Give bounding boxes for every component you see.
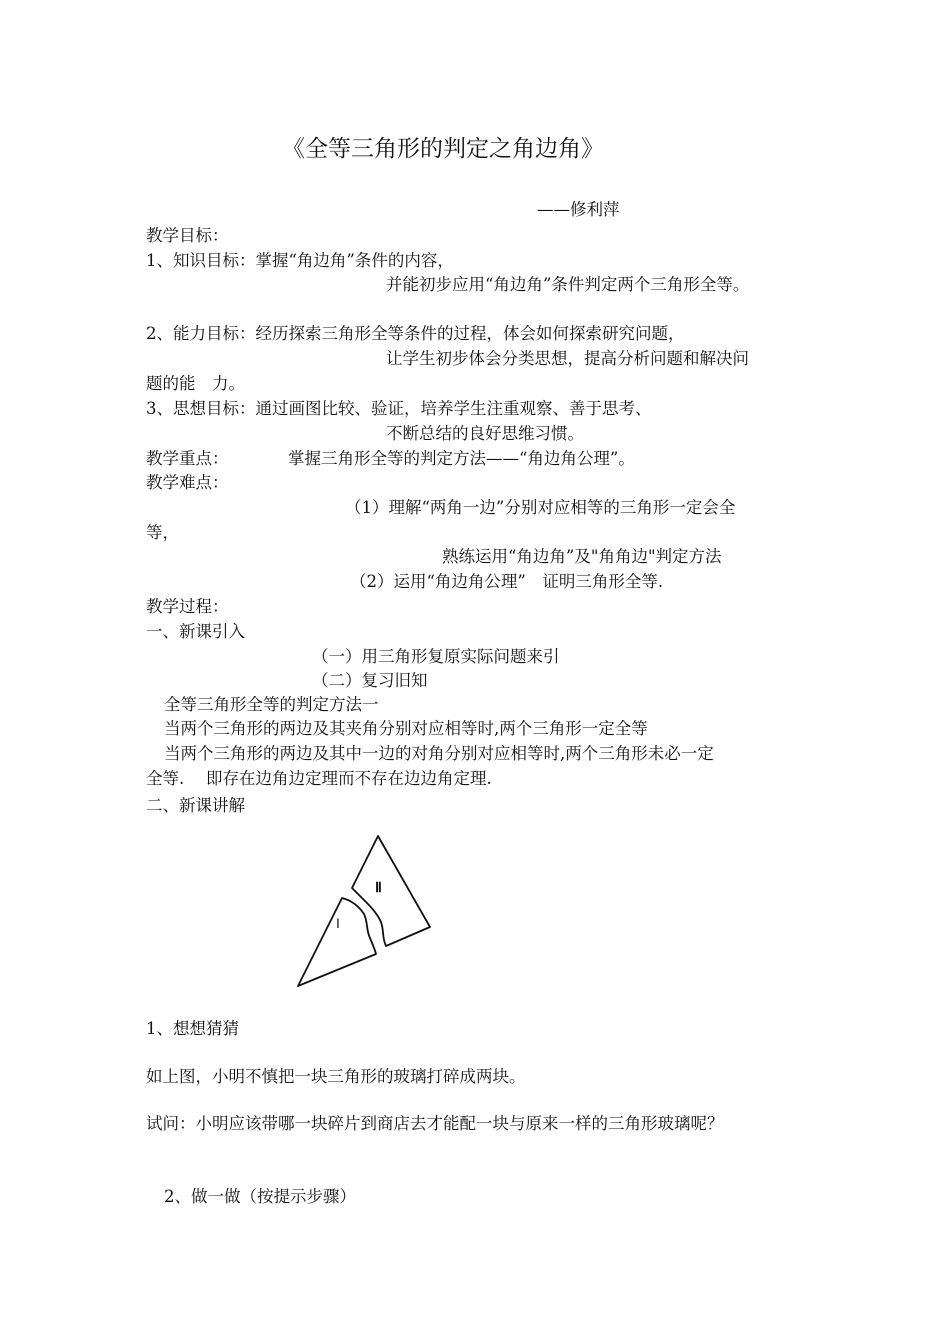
section-1-sub-2: （二）复习旧知: [312, 671, 428, 690]
question-text: 试问：小明应该带哪一块碎片到商店去才能配一块与原来一样的三角形玻璃呢？: [146, 1114, 724, 1133]
thought-objective-line-1: 3、思想目标：通过画图比较、验证，培养学生注重观察、善于思考、: [146, 399, 652, 418]
ability-objective-line-3: 题的能 力。: [146, 374, 245, 393]
difficulty-item-1a: （1）理解“两角一边”分别对应相等的三角形一定会全: [345, 498, 736, 517]
piece-two-label: Ⅱ: [375, 881, 382, 896]
glass-piece-two: [352, 836, 430, 946]
guess-text: 如上图，小明不慎把一块三角形的玻璃打碎成两块。: [146, 1067, 526, 1086]
review-line-1: 全等三角形全等的判定方法一: [164, 695, 379, 714]
guess-heading: 1、想想猜猜: [146, 1019, 239, 1038]
author: ——修利萍: [537, 200, 620, 219]
broken-triangle-figure: [280, 822, 450, 992]
process-heading: 教学过程：: [146, 597, 229, 616]
difficulty-label: 教学难点：: [146, 473, 229, 492]
key-point-content: 掌握三角形全等的判定方法——“角边角公理”。: [288, 449, 635, 468]
ability-objective-line-1: 2、能力目标：经历探索三角形全等条件的过程，体会如何探索研究问题，: [146, 324, 685, 343]
review-line-3a: 当两个三角形的两边及其中一边的对角分别对应相等时,两个三角形未必一定: [164, 744, 714, 763]
document-title: 《全等三角形的判定之角边角》: [282, 136, 604, 162]
difficulty-item-2: （2）运用“角边角公理” 证明三角形全等.: [350, 572, 664, 591]
section-1-sub-1: （一）用三角形复原实际问题来引: [312, 647, 560, 666]
objectives-heading: 教学目标：: [146, 226, 229, 245]
do-heading: 2、做一做（按提示步骤）: [164, 1187, 356, 1206]
knowledge-objective-line-2: 并能初步应用“角边角”条件判定两个三角形全等。: [386, 275, 750, 294]
difficulty-item-1b: 等，: [146, 523, 179, 542]
review-line-3b: 全等. 即存在边角边定理而不存在边边角定理.: [146, 769, 492, 788]
section-1-heading: 一、新课引入: [146, 622, 245, 641]
glass-piece-one: [298, 898, 376, 986]
difficulty-item-1c: 熟练运用“角边角”及"角角边"判定方法: [442, 547, 722, 566]
thought-objective-line-2: 不断总结的良好思维习惯。: [386, 424, 584, 443]
piece-one-label: Ⅰ: [336, 916, 340, 931]
key-point-label: 教学重点：: [146, 449, 229, 468]
section-2-heading: 二、新课讲解: [146, 796, 245, 815]
knowledge-objective-line-1: 1、知识目标：掌握“角边角”条件的内容，: [146, 251, 454, 270]
review-line-2: 当两个三角形的两边及其夹角分别对应相等时,两个三角形一定全等: [164, 719, 648, 738]
ability-objective-line-2: 让学生初步体会分类思想，提高分析问题和解决问: [386, 349, 749, 368]
